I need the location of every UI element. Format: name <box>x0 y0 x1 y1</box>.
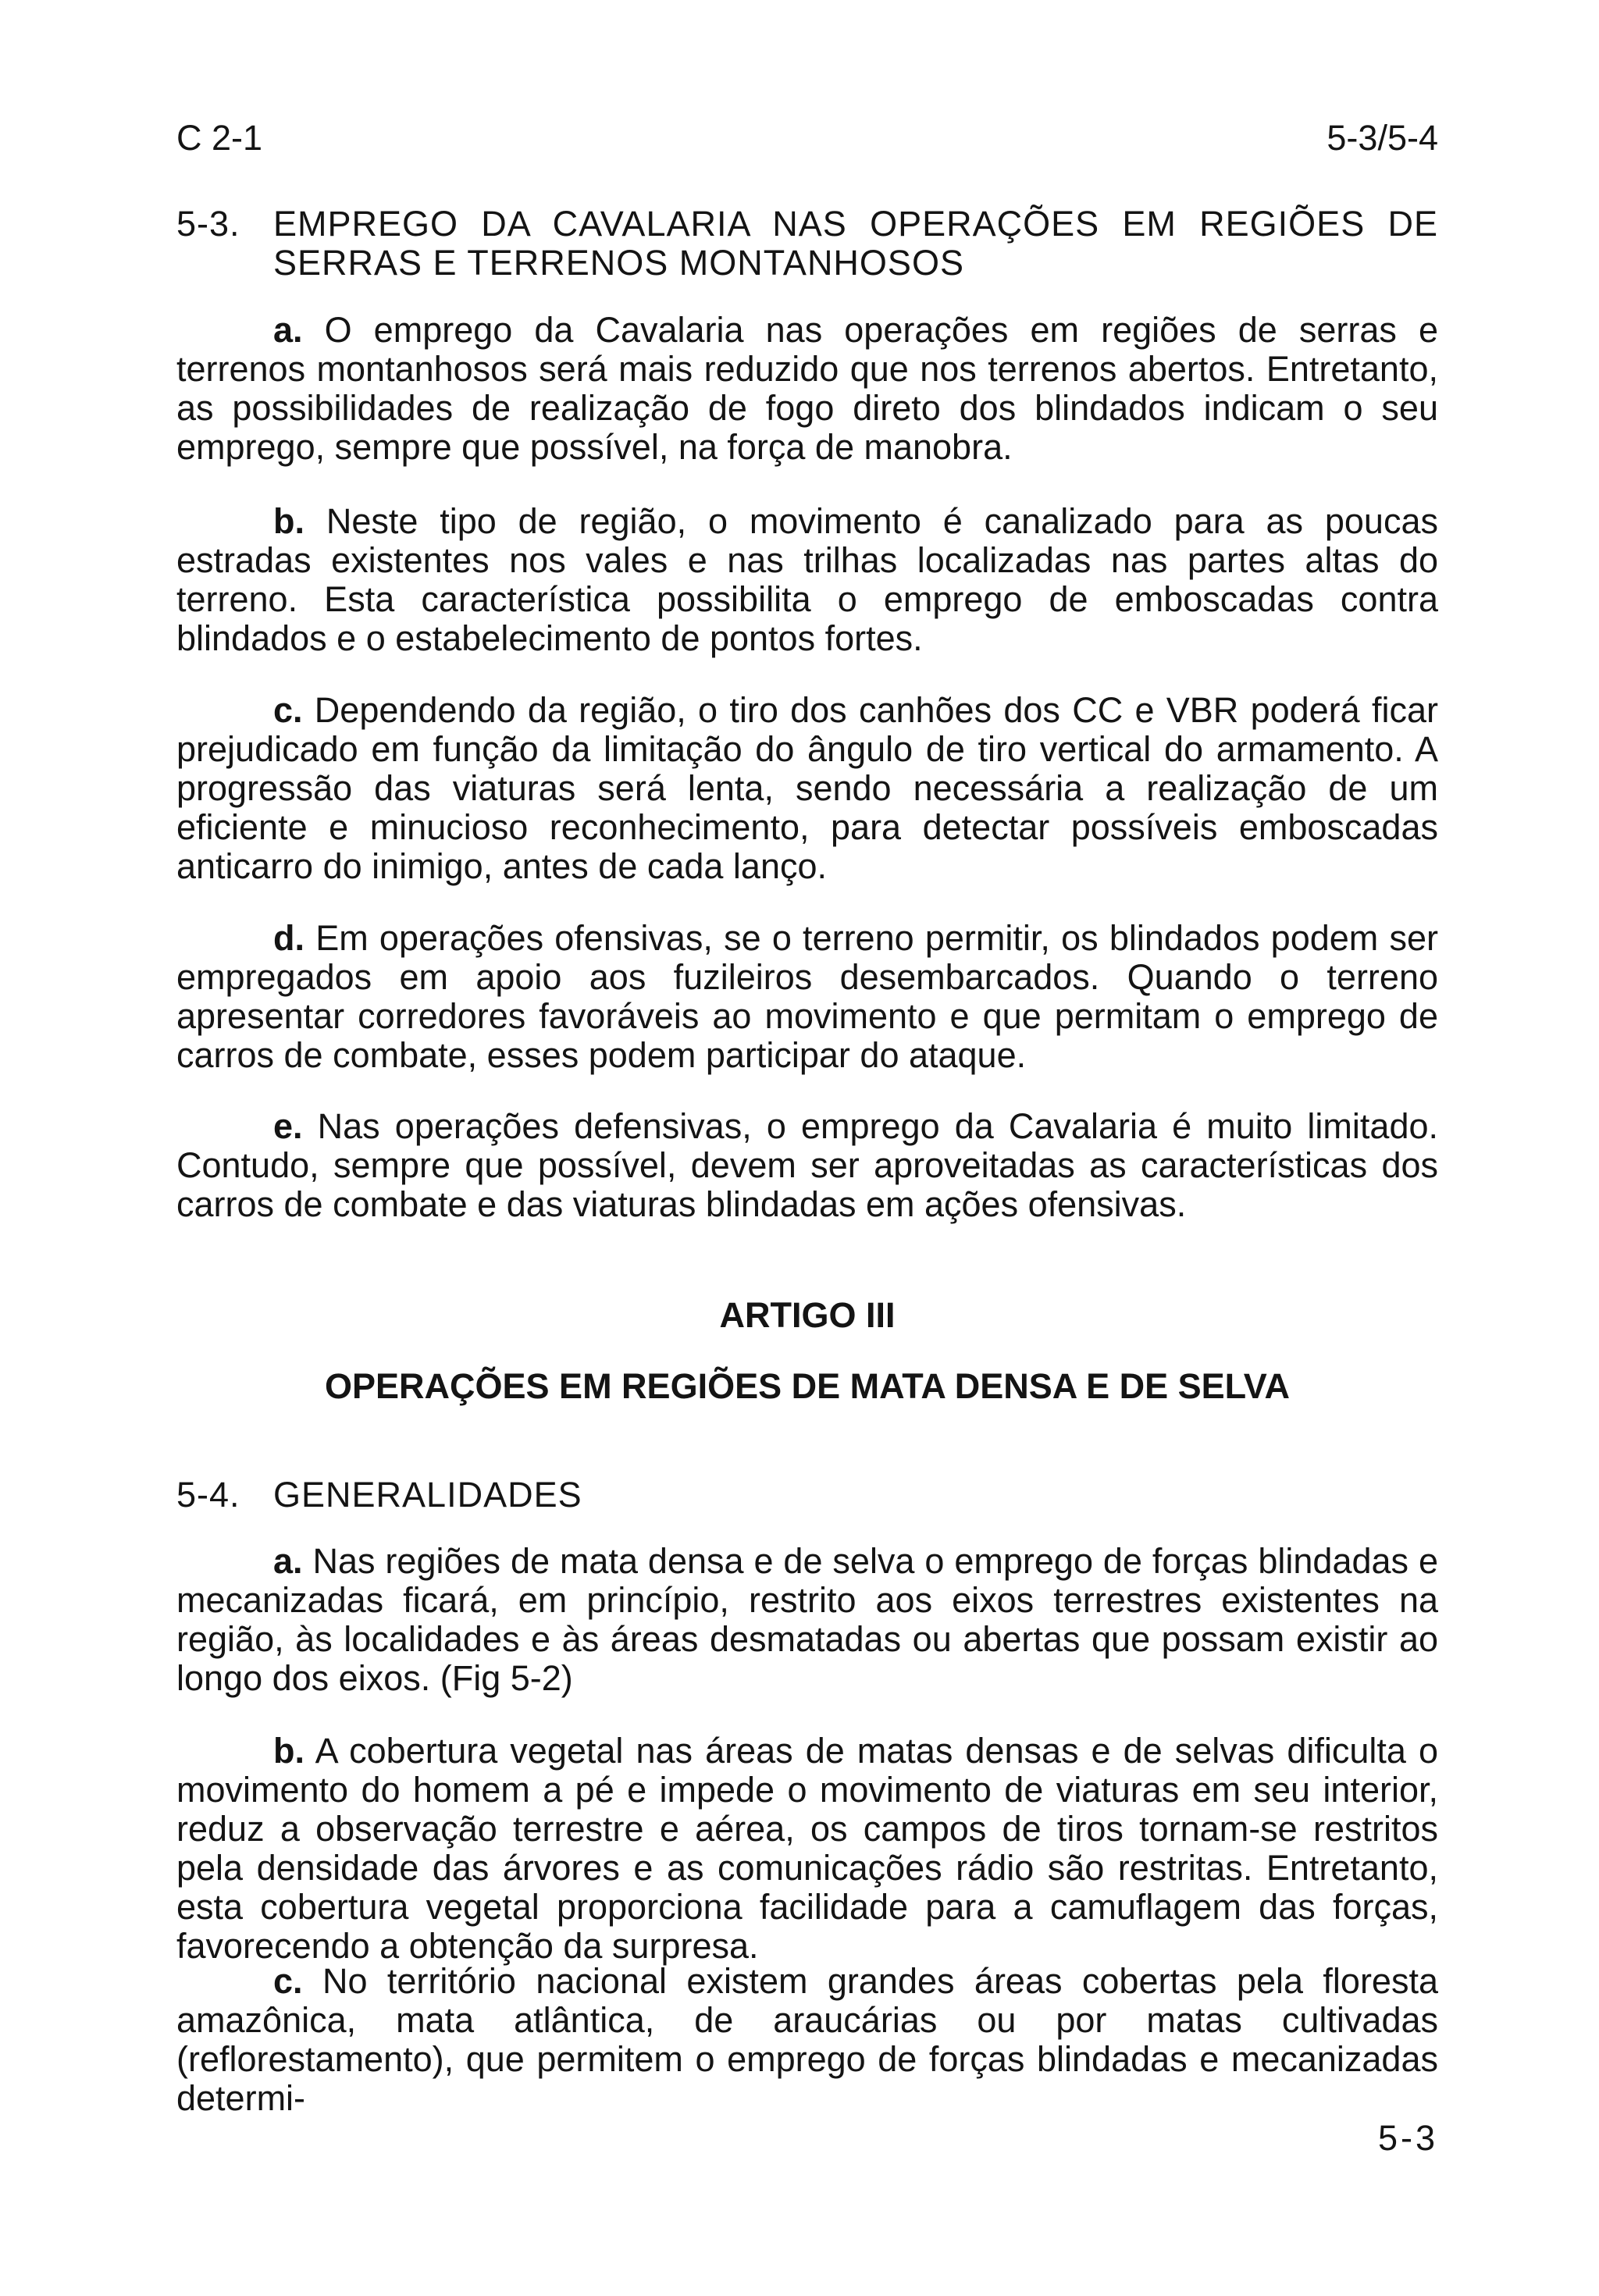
paragraph-5-3-c <box>176 691 1438 886</box>
paragraph-letter: b. <box>273 501 304 541</box>
artigo-title: OPERAÇÕES EM REGIÕES DE MATA DENSA E DE SELVA <box>325 1366 1290 1406</box>
paragraph-5-3-a <box>176 311 1438 467</box>
section-number: 5-3. <box>176 204 240 244</box>
section-title: EMPREGO DA CAVALARIA NAS OPERAÇÕES EM REGIÕES DE SERRAS E TERRENOS MONTANHOSOS <box>273 204 1438 283</box>
section-range: 5-3/5-4 <box>1327 118 1438 158</box>
paragraph-text: A cobertura vegetal nas áreas de matas densas e de selvas dificulta o movimento do homem a pé e impede o movimento de viaturas em seu interior, reduz a observação terrestre e aérea, os campos de tiros tornam-se restritos pela densidade das árvores e as comunicações rádio são restritas. Entretanto, esta cobertura vegetal proporciona facilidade para a camuflagem das forças, favorecendo a obtenção da surpresa. <box>176 1731 1438 1966</box>
section-5-4-heading <box>176 1475 1438 1515</box>
paragraph-5-4-b <box>176 1732 1438 1966</box>
paragraph-text: Nas regiões de mata densa e de selva o emprego de forças blindadas e mecanizadas ficará, em princípio, restrito aos eixos terrestres existentes na região, às localidades e às áreas desmatadas ou abertas que possam existir ao longo dos eixos. (Fig 5-2) <box>176 1541 1438 1698</box>
paragraph-text: No território nacional existem grandes áreas cobertas pela floresta amazônica, mata atlântica, de araucárias ou por matas cultivadas (reflorestamento), que permitem o emprego de forças blindadas e mecanizadas determi- <box>176 1961 1438 2118</box>
paragraph-letter: e. <box>273 1106 303 1146</box>
paragraph-letter: d. <box>273 918 304 958</box>
section-5-3-heading <box>176 205 1438 283</box>
paragraph-text: Em operações ofensivas, se o terreno permitir, os blindados podem ser empregados em apoio aos fuzileiros desembarcados. Quando o terreno apresentar corredores favoráveis ao movimento e que permitam o emprego de carros de combate, esses podem participar do ataque. <box>176 918 1438 1075</box>
paragraph-letter: a. <box>273 310 303 350</box>
paragraph-letter: b. <box>273 1731 304 1771</box>
paragraph-text: Neste tipo de região, o movimento é canalizado para as poucas estradas existentes nos vales e nas trilhas localizadas nas partes altas do terreno. Esta característica possibilita o emprego de emboscadas contra blindados e o estabelecimento de pontos fortes. <box>176 501 1438 658</box>
paragraph-text: Dependendo da região, o tiro dos canhões dos CC e VBR poderá ficar prejudicado em função da limitação do ângulo de tiro vertical do armamento. A progressão das viaturas será lenta, sendo necessária a realização de um eficiente e minucioso reconhecimento, para detectar possíveis emboscadas anticarro do inimigo, antes de cada lanço. <box>176 690 1438 886</box>
paragraph-5-4-a <box>176 1542 1438 1698</box>
paragraph-text: O emprego da Cavalaria nas operações em regiões de serras e terrenos montanhosos será mais reduzido que nos terrenos abertos. Entretanto, as possibilidades de realização de fogo direto dos blindados indicam o seu emprego, sempre que possível, na força de manobra. <box>176 310 1438 467</box>
paragraph-5-3-b <box>176 502 1438 658</box>
artigo-label: ARTIGO III <box>719 1295 896 1335</box>
document-page <box>176 0 1438 2296</box>
paragraph-letter: c. <box>273 690 303 730</box>
section-title: GENERALIDADES <box>273 1475 582 1515</box>
paragraph-5-3-e <box>176 1107 1438 1224</box>
paragraph-letter: a. <box>273 1541 303 1581</box>
paragraph-text: Nas operações defensivas, o emprego da Cavalaria é muito limitado. Contudo, sempre que possível, devem ser aproveitadas as características dos carros de combate e das viaturas blindadas em ações ofensivas. <box>176 1106 1438 1224</box>
paragraph-5-4-c <box>176 1962 1438 2118</box>
manual-code: C 2-1 <box>176 118 263 158</box>
paragraph-letter: c. <box>273 1961 303 2001</box>
page-number: 5-3 <box>1377 2118 1438 2158</box>
paragraph-5-3-d <box>176 919 1438 1075</box>
section-number: 5-4. <box>176 1475 240 1515</box>
